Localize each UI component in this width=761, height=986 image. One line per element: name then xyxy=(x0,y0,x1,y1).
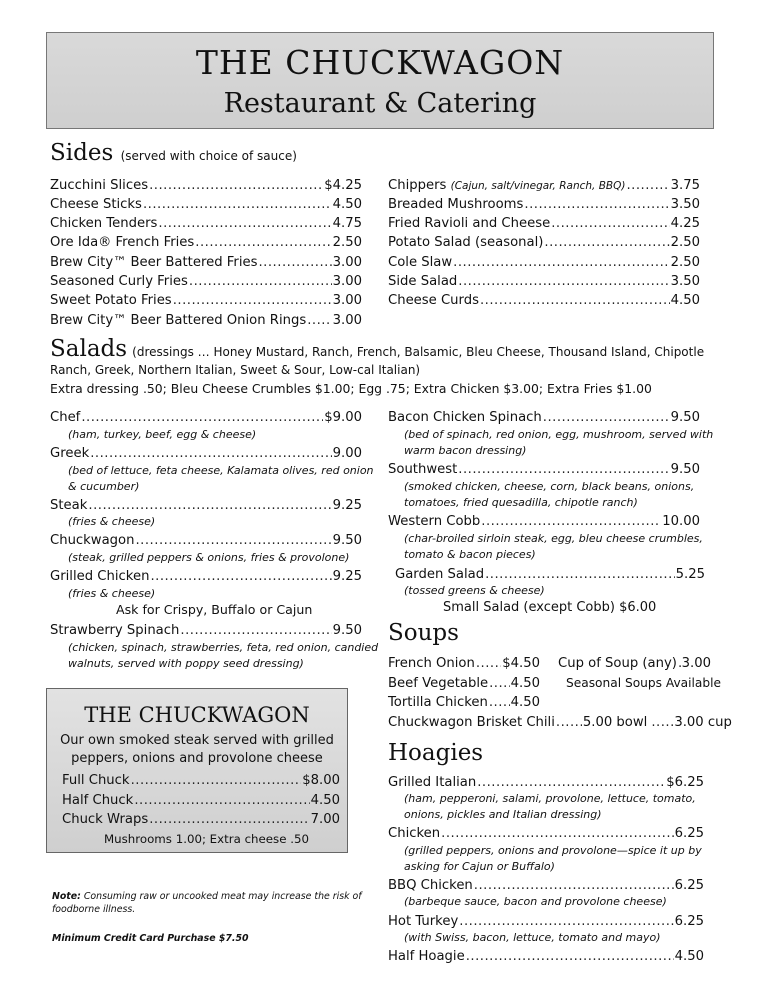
item-name: Cheese Sticks xyxy=(50,197,142,212)
menu-item xyxy=(388,674,540,693)
box-description-line: peppers, onions and provolone cheese xyxy=(71,751,323,766)
item-name: Full Chuck xyxy=(62,773,130,788)
item-description: (smoked chicken, cheese, corn, black beans, onions, xyxy=(404,480,695,493)
menu-item xyxy=(50,253,362,272)
raw-meat-note-cont: foodborne illness. xyxy=(52,904,136,915)
item-description: (chicken, spinach, strawberries, feta, red onion, candied xyxy=(68,641,379,654)
menu-item xyxy=(50,233,362,252)
item-name: Cup of Soup (any) xyxy=(558,656,677,671)
item-name: Breaded Mushrooms xyxy=(388,197,524,212)
item-name: Half Chuck xyxy=(62,793,134,808)
menu-item xyxy=(388,654,540,673)
item-description: (barbeque sauce, bacon and provolone cheese) xyxy=(404,895,667,908)
menu-item xyxy=(50,444,362,463)
item-price: 5.25 xyxy=(675,567,705,582)
menu-item xyxy=(50,531,362,550)
menu-item xyxy=(50,291,362,310)
menu-item xyxy=(50,311,362,330)
item-name: Sweet Potato Fries xyxy=(50,293,172,308)
small-salad: Small Salad (except Cobb) $6.00 xyxy=(443,600,657,615)
item-description: onions, pickles and Italian dressing) xyxy=(404,808,602,821)
item-price: 4.50 xyxy=(332,197,362,212)
menu-item xyxy=(50,214,362,233)
seasonal-soups: Seasonal Soups Available xyxy=(566,676,722,690)
menu-item xyxy=(50,496,362,515)
item-price: 3.75 xyxy=(670,178,700,193)
item-note: Ask for Crispy, Buffalo or Cajun xyxy=(116,602,313,617)
raw-meat-note xyxy=(52,890,362,903)
menu-item xyxy=(388,408,700,427)
item-price: 6.25 xyxy=(674,826,704,841)
item-price: 9.00 xyxy=(332,446,362,461)
item-name: Cheese Curds xyxy=(388,293,479,308)
menu-item xyxy=(388,272,700,291)
item-name: Grilled Italian xyxy=(388,775,477,790)
item-description: warm bacon dressing) xyxy=(404,444,527,457)
item-description: (bed of spinach, red onion, egg, mushroom, served with xyxy=(404,428,714,441)
item-price: 3.00 xyxy=(332,313,362,328)
item-name: Potato Salad (seasonal) xyxy=(388,235,544,250)
menu-item xyxy=(62,791,340,810)
item-price: 3.00 xyxy=(332,293,362,308)
menu-item xyxy=(388,176,700,196)
item-description: (tossed greens & cheese) xyxy=(404,584,545,597)
item-description: (char-broiled sirloin steak, egg, bleu cheese crumbles, xyxy=(404,532,703,545)
salads-title: Salads xyxy=(50,336,128,362)
menu-item xyxy=(388,233,700,252)
box-title: THE CHUCKWAGON xyxy=(84,703,310,727)
item-price: 3.00 cup xyxy=(674,715,732,730)
menu-item xyxy=(388,214,700,233)
item-price: $8.00 xyxy=(302,773,340,788)
menu-item xyxy=(388,876,704,895)
salad-extras: Extra dressing .50; Bleu Cheese Crumbles $1.00; Egg .75; Extra Chicken $3.00; Extra Fries $1.00 xyxy=(50,381,652,396)
hoagies-title: Hoagies xyxy=(388,740,484,766)
item-name: Western Cobb xyxy=(388,514,481,529)
menu-item xyxy=(395,565,705,584)
item-price: 10.00 xyxy=(662,514,700,529)
item-name: Grilled Chicken xyxy=(50,569,150,584)
item-name: Chuck Wraps xyxy=(62,812,149,827)
item-price: 4.50 xyxy=(510,676,540,691)
item-name: Beef Vegetable xyxy=(388,676,489,691)
menu-item xyxy=(388,824,704,843)
item-description: (grilled peppers, onions and provolone—spice it up by xyxy=(404,844,702,857)
item-name: Southwest xyxy=(388,462,458,477)
menu-item xyxy=(388,253,700,272)
item-price: 2.50 xyxy=(670,255,700,270)
menu-item xyxy=(388,512,700,531)
item-name: Chuckwagon Brisket Chili xyxy=(388,715,555,730)
item-name: Cole Slaw xyxy=(388,255,453,270)
item-price: 7.00 xyxy=(310,812,340,827)
menu-item xyxy=(388,912,704,931)
item-price: 9.25 xyxy=(332,498,362,513)
box-description xyxy=(47,732,347,768)
item-name: Greek xyxy=(50,446,90,461)
item-price: 5.00 bowl xyxy=(582,715,648,730)
item-name: Side Salad xyxy=(388,274,458,289)
menu-item xyxy=(62,810,340,829)
menu-item xyxy=(388,693,540,712)
item-description: tomato & bacon pieces) xyxy=(404,548,536,561)
menu-item xyxy=(388,947,704,966)
item-price: 3.00 xyxy=(332,255,362,270)
item-price: 4.50 xyxy=(310,793,340,808)
item-price: 9.50 xyxy=(670,410,700,425)
item-description: asking for Cajun or Buffalo) xyxy=(404,860,555,873)
item-description: (ham, pepperoni, salami, provolone, lettuce, tomato, xyxy=(404,792,696,805)
note-label: Note: xyxy=(52,891,81,902)
box-description-line: Our own smoked steak served with grilled xyxy=(60,733,334,748)
menu-item xyxy=(388,195,700,214)
item-name: Chicken Tenders xyxy=(50,216,158,231)
item-price: $4.25 xyxy=(324,178,362,193)
item-description: (fries & cheese) xyxy=(68,515,156,528)
item-price: 3.00 xyxy=(332,274,362,289)
item-name: French Onion xyxy=(388,656,475,671)
sides-heading xyxy=(50,140,297,169)
item-price: 4.50 xyxy=(674,949,704,964)
restaurant-subtitle: Restaurant & Catering xyxy=(223,88,537,119)
menu-item xyxy=(50,176,362,195)
menu-item xyxy=(388,773,704,792)
menu-item xyxy=(50,195,362,214)
min-card-purchase: Minimum Credit Card Purchase $7.50 xyxy=(52,933,249,944)
menu-item xyxy=(50,567,362,586)
item-name: BBQ Chicken xyxy=(388,878,473,893)
menu-header xyxy=(46,32,714,129)
item-name: Chicken xyxy=(388,826,441,841)
item-name: Hot Turkey xyxy=(388,914,459,929)
item-description: (steak, grilled peppers & onions, fries & provolone) xyxy=(68,551,350,564)
item-price: 2.50 xyxy=(670,235,700,250)
item-price: 4.50 xyxy=(510,695,540,710)
item-price: 4.50 xyxy=(670,293,700,308)
item-name: Bacon Chicken Spinach xyxy=(388,410,542,425)
item-name: Tortilla Chicken xyxy=(388,695,488,710)
soups-title: Soups xyxy=(388,620,459,646)
menu-item xyxy=(50,621,362,640)
dressings-list-cont: Ranch, Greek, Northern Italian, Sweet & Sour, Low-cal Italian) xyxy=(50,363,421,377)
menu-item xyxy=(50,272,362,291)
item-name: Zucchini Slices xyxy=(50,178,149,193)
item-price: 3.50 xyxy=(670,274,700,289)
sides-title: Sides xyxy=(50,140,114,166)
menu-item xyxy=(388,460,700,479)
item-name: Brew City™ Beer Battered Onion Rings xyxy=(50,313,307,328)
item-description: (with Swiss, bacon, lettuce, tomato and mayo) xyxy=(404,931,661,944)
item-name: Ore Ida® French Fries xyxy=(50,235,195,250)
item-price: 4.25 xyxy=(670,216,700,231)
item-price: $9.00 xyxy=(324,410,362,425)
restaurant-name: THE CHUCKWAGON xyxy=(195,43,565,82)
menu-item xyxy=(388,713,732,732)
item-price: 3.50 xyxy=(670,197,700,212)
sides-note: (served with choice of sauce) xyxy=(120,149,297,163)
item-name: Chippers xyxy=(388,178,447,193)
menu-item xyxy=(388,291,700,310)
item-description: (fries & cheese) xyxy=(68,587,156,600)
menu-item xyxy=(62,771,340,790)
item-price: 4.75 xyxy=(332,216,362,231)
item-price: 9.50 xyxy=(332,623,362,638)
item-description: (ham, turkey, beef, egg & cheese) xyxy=(68,428,257,441)
note-text: Consuming raw or uncooked meat may increase the risk of xyxy=(80,891,362,902)
item-name: Steak xyxy=(50,498,88,513)
item-price: 6.25 xyxy=(674,878,704,893)
item-price: $6.25 xyxy=(666,775,704,790)
item-price: $4.50 xyxy=(502,656,540,671)
box-extras: Mushrooms 1.00; Extra cheese .50 xyxy=(104,832,309,846)
item-name: Half Hoagie xyxy=(388,949,465,964)
item-name: Garden Salad xyxy=(395,567,485,582)
menu-item xyxy=(50,408,362,427)
chuckwagon-box xyxy=(46,688,348,853)
menu-item xyxy=(558,654,711,673)
item-name: Chuckwagon xyxy=(50,533,135,548)
item-price: 9.50 xyxy=(332,533,362,548)
item-description: & cucumber) xyxy=(68,480,140,493)
item-description: walnuts, served with poppy seed dressing) xyxy=(68,657,304,670)
salads-heading xyxy=(50,336,710,362)
dressings-list: (dressings … Honey Mustard, Ranch, French, Balsamic, Bleu Cheese, Thousand Island, Chipotle xyxy=(132,345,705,359)
item-price: 9.50 xyxy=(670,462,700,477)
item-name: Brew City™ Beer Battered Fries xyxy=(50,255,258,270)
item-name: Strawberry Spinach xyxy=(50,623,180,638)
item-description: tomatoes, fried quesadilla, chipotle ranch) xyxy=(404,496,638,509)
item-price: 2.50 xyxy=(332,235,362,250)
item-name: Seasoned Curly Fries xyxy=(50,274,188,289)
item-name: Fried Ravioli and Cheese xyxy=(388,216,551,231)
item-name: Chef xyxy=(50,410,81,425)
item-price: 9.25 xyxy=(332,569,362,584)
item-description: (bed of lettuce, feta cheese, Kalamata olives, red onion xyxy=(68,464,374,477)
item-note: (Cajun, salt/vinegar, Ranch, BBQ) xyxy=(450,180,626,192)
item-price: 6.25 xyxy=(674,914,704,929)
item-price: 3.00 xyxy=(681,656,711,671)
